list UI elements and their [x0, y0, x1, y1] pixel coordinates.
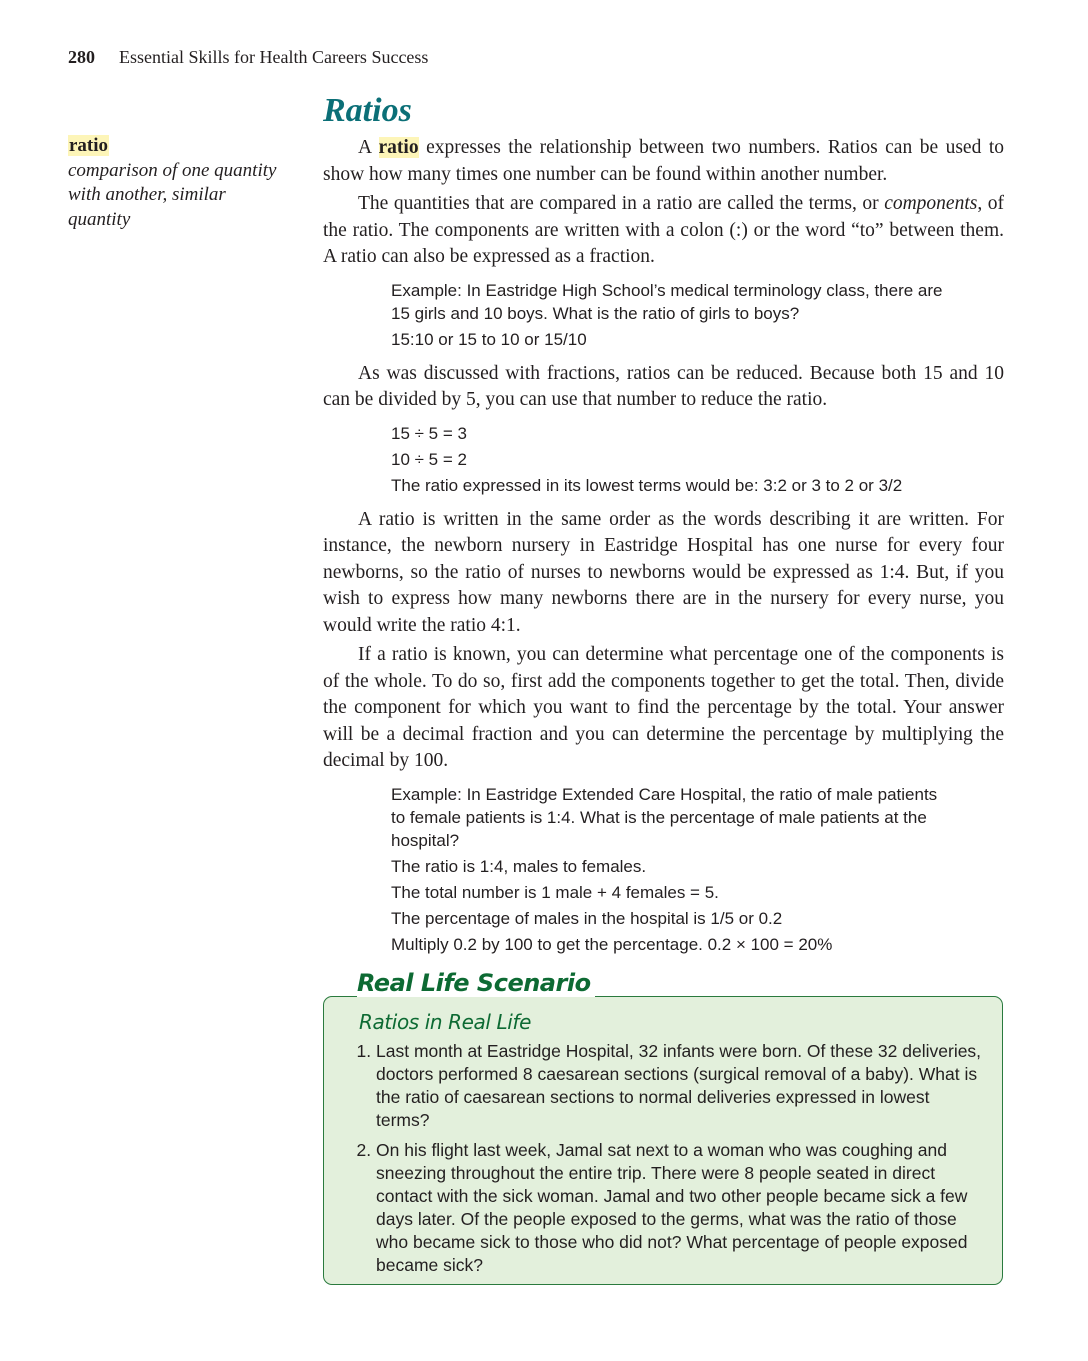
- text: expresses the relationship between two numbers. Ratios can be used to show how many times one number can be found within another number.: [323, 137, 1004, 185]
- real-life-scenario-heading: Real Life Scenario: [357, 969, 595, 997]
- text: The quantities that are compared in a ratio are called the terms, or: [358, 193, 885, 214]
- real-life-scenario-box: [323, 996, 1003, 1285]
- margin-glossary-note: [68, 134, 288, 232]
- book-title: Essential Skills for Health Careers Success: [119, 47, 429, 67]
- section-title: Ratios: [323, 92, 412, 129]
- scenario-title: Ratios in Real Life: [359, 1010, 531, 1034]
- glossary-term: ratio: [69, 135, 109, 156]
- page-number: 280: [68, 47, 95, 67]
- list-item: 1. Last month at Eastridge Hospital, 32 infants were born. Of these 32 deliveries, doctors performed 8 caesarean sections (surgical removal of a baby). What is the ratio of caesarean sections to normal deliveries expressed in lowest terms?: [376, 1040, 982, 1132]
- highlighted-term: ratio: [378, 137, 419, 158]
- italic-term: components: [884, 193, 978, 214]
- example-line: Example: In Eastridge High School’s medical terminology class, there are 15 girls and 10 boys. What is the ratio of girls to boys?: [391, 280, 943, 323]
- example-line: The percentage of males in the hospital is 1/5 or 0.2: [391, 908, 783, 928]
- example-line: Multiply 0.2 by 100 to get the percentage. 0.2 × 100 = 20%: [391, 934, 833, 954]
- paragraph: [323, 191, 1004, 271]
- main-column: [323, 135, 1004, 966]
- example-block: [391, 279, 951, 351]
- calc-line: 15 ÷ 5 = 3: [391, 423, 467, 443]
- example-line: 15:10 or 15 to 10 or 15/10: [391, 329, 587, 349]
- paragraph: As was discussed with fractions, ratios can be reduced. Because both 15 and 10 can be divided by 5, you can use that number to reduce the ratio.: [323, 362, 1004, 410]
- page-header: [68, 47, 428, 68]
- paragraph: If a ratio is known, you can determine what percentage one of the components is of the whole. To do so, first add the components together to get the total. Then, divide the component for which you want to find the percentage by the total. Your answer will be a decimal fraction and you can determine the percentage by multiplying the decimal by 100.: [323, 644, 1004, 771]
- example-line: The total number is 1 male + 4 females = 5.: [391, 882, 719, 902]
- text: , of the ratio. The components are written with a colon (:) or the word “to” between them. A ratio can also be expressed as a fraction.: [323, 193, 1004, 267]
- calc-line: The ratio expressed in its lowest terms would be: 3:2 or 3 to 2 or 3/2: [391, 475, 903, 495]
- paragraph: A ratio is written in the same order as the words describing it are written. For instance, the newborn nursery in Eastridge Hospital has one nurse for every four newborns, so the ratio of nurses to newborns would be expressed as 1:4. But, if you wish to express how many newborns there are in the nursery for every nurse, you would write the ratio 4:1.: [323, 508, 1004, 636]
- glossary-definition: comparison of one quantity with another, similar quantity: [68, 159, 277, 230]
- text: A: [358, 137, 379, 158]
- scenario-list: [324, 1040, 1002, 1277]
- example-line: Example: In Eastridge Extended Care Hospital, the ratio of male patients to female patients is 1:4. What is the percentage of male patients at the hospital?: [391, 784, 938, 850]
- calculation-block: [391, 422, 951, 497]
- calc-line: 10 ÷ 5 = 2: [391, 449, 467, 469]
- list-item: 2. On his flight last week, Jamal sat next to a woman who was coughing and sneezing throughout the entire trip. There were 8 people seated in direct contact with the sick woman. Jamal and two other people became sick a few days later. Of the people exposed to the germs, what was the ratio of those who became sick to those who did not? What percentage of people exposed became sick?: [376, 1139, 982, 1277]
- example-block: [391, 783, 951, 956]
- example-line: The ratio is 1:4, males to females.: [391, 856, 647, 876]
- paragraph: [323, 135, 1004, 188]
